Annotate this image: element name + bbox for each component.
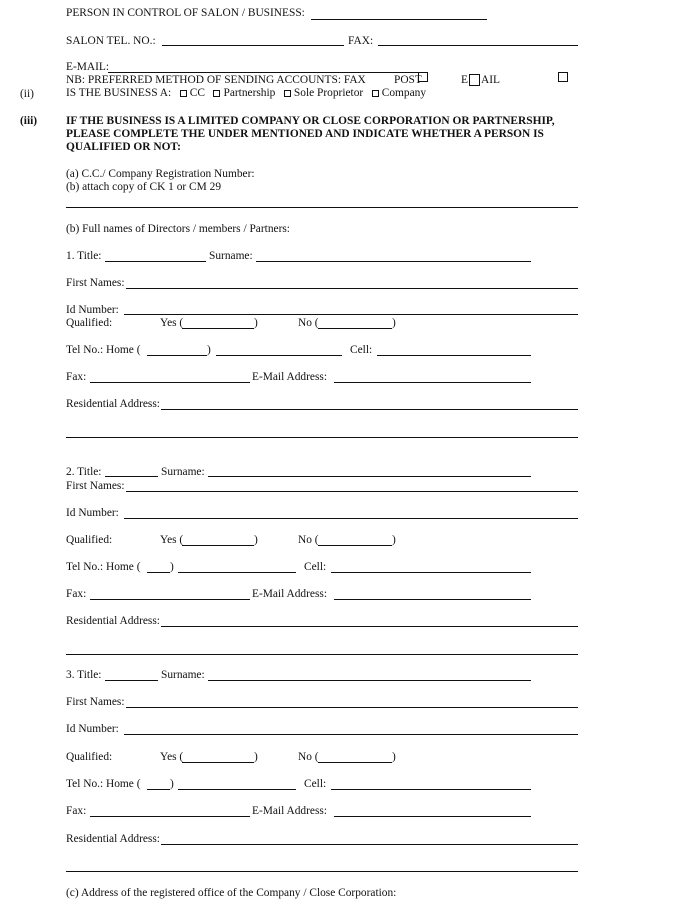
p2-cell-label: Cell:: [304, 561, 327, 573]
p2-yes-close: ): [254, 534, 258, 546]
p1-residential-field[interactable]: [161, 409, 578, 410]
p2-email-field[interactable]: [334, 599, 531, 600]
section-ii-number: (ii): [20, 88, 34, 100]
p2-email-label: E-Mail Address:: [252, 588, 327, 600]
p1-email-label: E-Mail Address:: [252, 371, 327, 383]
p1-title-label: 1. Title:: [66, 250, 102, 262]
p3-fax-field[interactable]: [90, 816, 250, 817]
p2-no-label: No (: [298, 534, 319, 546]
fax-label: FAX:: [348, 35, 374, 47]
email-option-rest: AIL: [481, 74, 500, 86]
p1-qualified-label: Qualified:: [66, 317, 113, 329]
p1-yes-field[interactable]: [182, 328, 254, 329]
email-option-e: E: [461, 74, 468, 86]
p2-id-number-label: Id Number:: [66, 507, 119, 519]
p1-no-field[interactable]: [318, 328, 392, 329]
p3-tel-home-label: Tel No.: Home (: [66, 778, 141, 790]
p1-yes-close: ): [254, 317, 258, 329]
p1-no-label: No (: [298, 317, 319, 329]
p3-fax-label: Fax:: [66, 805, 87, 817]
p1-first-names-label: First Names:: [66, 277, 125, 289]
p1-cell-field[interactable]: [377, 355, 531, 356]
attach-copy-label: (b) attach copy of CK 1 or CM 29: [66, 181, 222, 193]
p3-email-field[interactable]: [334, 816, 531, 817]
cc-checkbox[interactable]: [180, 90, 187, 97]
cc-label: CC: [189, 87, 205, 99]
p3-residential-field[interactable]: [161, 844, 578, 845]
p2-surname-field[interactable]: [208, 476, 531, 477]
directors-names-label: (b) Full names of Directors / members / Partners:: [66, 223, 290, 235]
p1-cell-label: Cell:: [350, 344, 373, 356]
p1-surname-label: Surname:: [209, 250, 253, 262]
p3-residential-label: Residential Address:: [66, 833, 160, 845]
p3-qualified-label: Qualified:: [66, 751, 113, 763]
p3-title-field[interactable]: [105, 680, 158, 681]
p1-email-field[interactable]: [334, 382, 531, 383]
business-type-label: IS THE BUSINESS A:: [66, 87, 172, 99]
p2-tel-home-code-field[interactable]: [147, 572, 170, 573]
p2-yes-field[interactable]: [182, 545, 254, 546]
p1-fax-field[interactable]: [90, 382, 250, 383]
p2-first-names-label: First Names:: [66, 480, 125, 492]
p2-surname-label: Surname:: [161, 466, 205, 478]
p3-first-names-label: First Names:: [66, 696, 125, 708]
p3-no-field[interactable]: [318, 762, 392, 763]
salon-tel-field[interactable]: [162, 45, 344, 46]
email-field[interactable]: [108, 72, 420, 73]
partnership-label: Partnership: [223, 87, 276, 99]
p1-surname-field[interactable]: [256, 261, 531, 262]
p1-id-number-label: Id Number:: [66, 304, 119, 316]
p2-qualified-label: Qualified:: [66, 534, 113, 546]
p2-title-field[interactable]: [105, 476, 158, 477]
p3-surname-field[interactable]: [208, 680, 531, 681]
partnership-checkbox[interactable]: [213, 90, 220, 97]
p1-residential-field-2[interactable]: [66, 437, 578, 438]
p2-fax-field[interactable]: [90, 599, 250, 600]
company-checkbox[interactable]: [372, 90, 379, 97]
p1-no-close: ): [392, 317, 396, 329]
post-checkbox[interactable]: [418, 72, 428, 82]
registered-office-label: (c) Address of the registered office of the Company / Close Corporation:: [66, 887, 397, 899]
p1-tel-home-label: Tel No.: Home (: [66, 344, 141, 356]
section-iii-heading-3: QUALIFIED OR NOT:: [66, 141, 181, 153]
p2-cell-field[interactable]: [331, 572, 531, 573]
post-option-label: POST: [394, 74, 422, 86]
p3-tel-home-close: ): [170, 778, 174, 790]
p1-tel-home-code-field[interactable]: [147, 355, 207, 356]
p2-no-close: ): [392, 534, 396, 546]
p1-tel-home-field[interactable]: [216, 355, 342, 356]
p3-no-label: No (: [298, 751, 319, 763]
p2-title-label: 2. Title:: [66, 466, 102, 478]
p3-residential-field-2[interactable]: [66, 871, 578, 872]
p3-first-names-field[interactable]: [126, 707, 578, 708]
extra-checkbox[interactable]: [558, 72, 568, 82]
p1-yes-label: Yes (: [160, 317, 184, 329]
p2-yes-label: Yes (: [160, 534, 184, 546]
p3-cell-label: Cell:: [304, 778, 327, 790]
p3-yes-field[interactable]: [182, 762, 254, 763]
registration-number-label: (a) C.C./ Company Registration Number:: [66, 168, 255, 180]
p3-yes-label: Yes (: [160, 751, 184, 763]
p3-email-label: E-Mail Address:: [252, 805, 327, 817]
p3-id-number-field[interactable]: [124, 734, 578, 735]
p2-id-number-field[interactable]: [124, 518, 578, 519]
p1-title-field[interactable]: [105, 261, 206, 262]
p2-fax-label: Fax:: [66, 588, 87, 600]
p3-yes-close: ): [254, 751, 258, 763]
p3-title-label: 3. Title:: [66, 669, 102, 681]
email-checkbox[interactable]: [469, 74, 480, 86]
p2-tel-home-field[interactable]: [178, 572, 296, 573]
person-in-control-field[interactable]: [311, 19, 487, 20]
email-label: E-MAIL:: [66, 61, 110, 73]
p3-tel-home-code-field[interactable]: [147, 789, 170, 790]
sole-proprietor-checkbox[interactable]: [284, 90, 291, 97]
sole-proprietor-label: Sole Proprietor: [293, 87, 364, 99]
p1-id-number-field[interactable]: [124, 314, 578, 315]
p1-first-names-field[interactable]: [126, 288, 578, 289]
p2-first-names-field[interactable]: [126, 491, 578, 492]
salon-tel-label: SALON TEL. NO.:: [66, 35, 156, 47]
company-label: Company: [381, 87, 427, 99]
p3-tel-home-field[interactable]: [178, 789, 296, 790]
section-iii-number: (iii): [20, 115, 38, 127]
p2-residential-field-2[interactable]: [66, 654, 578, 655]
p1-tel-home-close: ): [207, 344, 211, 356]
fax-field[interactable]: [378, 45, 578, 46]
p2-tel-home-close: ): [170, 561, 174, 573]
p1-residential-label: Residential Address:: [66, 398, 160, 410]
p2-residential-label: Residential Address:: [66, 615, 160, 627]
person-in-control-label: PERSON IN CONTROL OF SALON / BUSINESS:: [66, 7, 305, 19]
section-iii-heading-2: PLEASE COMPLETE THE UNDER MENTIONED AND INDICATE WHETHER A PERSON IS: [66, 128, 544, 140]
section-ii-row: [66, 87, 426, 100]
p2-tel-home-label: Tel No.: Home (: [66, 561, 141, 573]
p2-no-field[interactable]: [318, 545, 392, 546]
p3-no-close: ): [392, 751, 396, 763]
p3-id-number-label: Id Number:: [66, 723, 119, 735]
p1-fax-label: Fax:: [66, 371, 87, 383]
p3-cell-field[interactable]: [331, 789, 531, 790]
section-iii-heading-1: IF THE BUSINESS IS A LIMITED COMPANY OR CLOSE CORPORATION OR PARTNERSHIP,: [66, 115, 555, 127]
nb-preferred-method: NB: PREFERRED METHOD OF SENDING ACCOUNTS: FAX: [66, 74, 366, 86]
p3-surname-label: Surname:: [161, 669, 205, 681]
p2-residential-field[interactable]: [161, 626, 578, 627]
registration-number-field[interactable]: [66, 207, 578, 208]
